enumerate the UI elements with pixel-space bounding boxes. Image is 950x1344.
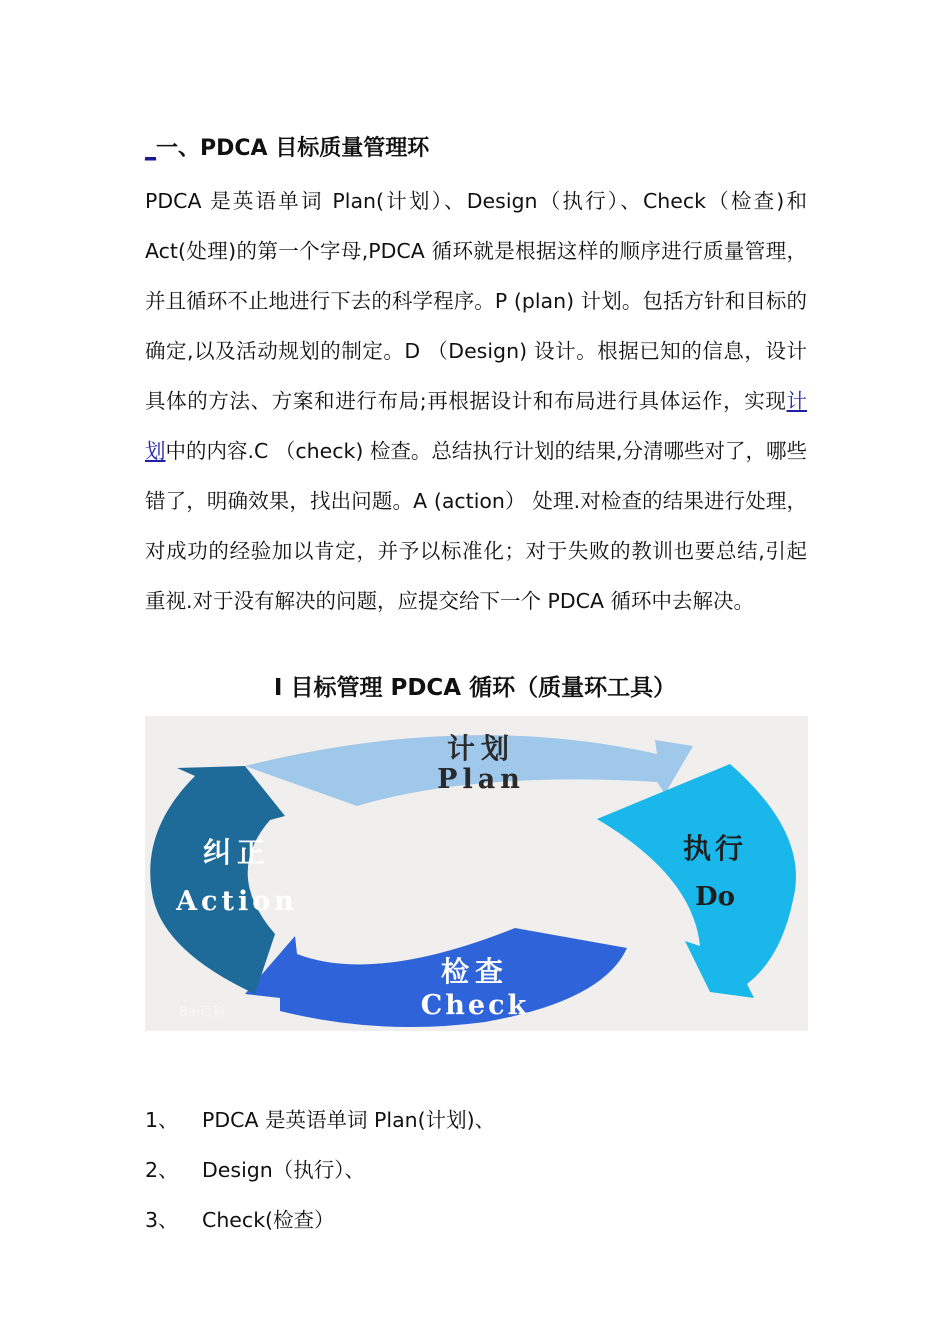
- plan-label-cn: 计划: [446, 732, 516, 765]
- pdca-cycle-figure: [145, 716, 808, 1031]
- body-paragraph: [145, 176, 807, 626]
- figure-title: Ⅰ 目标管理 PDCA 循环（质量环工具）: [273, 675, 677, 701]
- paragraph-text-2: 中的内容.C （check) 检查。总结执行计划的结果,分清哪些对了，哪些错了，明确效果，找出问题。A (action） 处理.对检查的结果进行处理，对成功的经验加以肯定，并予以标准化；对于失败的教训也要总结,引起重视.对于没有解决的问题，应提交给下一个 PDCA 循环中去解决。: [145, 439, 808, 613]
- list-item-number: 2、: [145, 1158, 179, 1182]
- list-item: [145, 1195, 495, 1245]
- list-item-text: Design（执行）、: [202, 1158, 366, 1182]
- list-item-number: 3、: [145, 1208, 179, 1232]
- list-item-number: 1、: [145, 1108, 179, 1132]
- list-item-text: PDCA 是英语单词 Plan(计划)、: [202, 1108, 496, 1132]
- check-label-en: Check: [420, 990, 530, 1021]
- do-label-en: Do: [695, 882, 735, 912]
- paragraph-text-1: PDCA 是英语单词 Plan(计划）、Design（执行）、Check（检查)和 Act(处理)的第一个字母,PDCA 循环就是根据这样的顺序进行质量管理，并且循环不止地进行下去的科学程序。P (plan) 计划。包括方针和目标的确定,以及活动规划的制定。D （Design) 设计。根据已知的信息，设计具体的方法、方案和进行布局;再根据设计和布局进行具体运作，实现: [145, 189, 807, 413]
- plan-link[interactable]: 计划: [145, 389, 807, 463]
- watermark: Bai百科: [179, 1005, 226, 1020]
- plan-label-en: Plan: [437, 764, 525, 795]
- list-item-text: Check(检查）: [202, 1208, 335, 1232]
- list-item: [145, 1095, 495, 1145]
- do-label-cn: 执行: [682, 832, 748, 865]
- pdca-cycle-diagram: [145, 716, 808, 1031]
- check-label-cn: 检查: [440, 955, 510, 988]
- summary-list: [145, 1095, 495, 1245]
- action-label-cn: 纠正: [202, 836, 272, 869]
- heading-text: 一、PDCA 目标质量管理环: [156, 136, 430, 161]
- action-label-en: Action: [176, 886, 298, 917]
- list-item: [145, 1145, 495, 1195]
- section-heading: [145, 133, 429, 165]
- heading-marker: _: [145, 136, 156, 161]
